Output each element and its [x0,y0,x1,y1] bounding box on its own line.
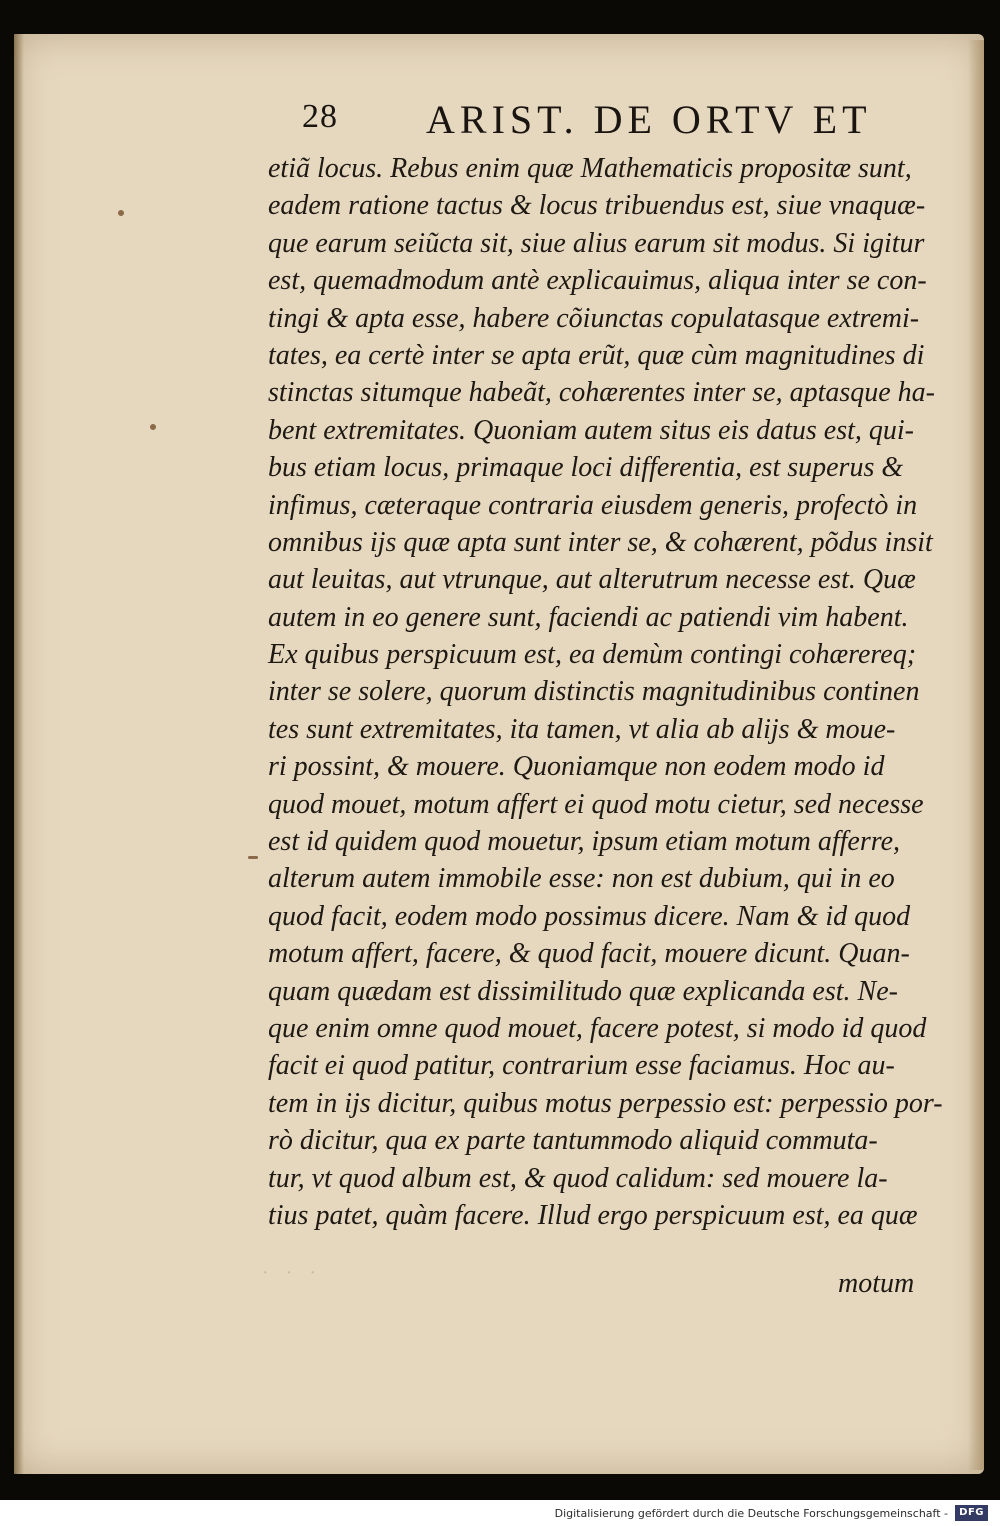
running-head [300,96,880,152]
margin-stain [118,210,124,216]
running-title: ARIST. DE ORTV ET [426,97,872,142]
show-through-mark: · · · [262,1262,322,1284]
text-line: tes sunt extremitates, ita tamen, vt alia ab alijs & moue- [268,713,896,745]
page-edge [968,40,984,1470]
text-line: alterum autem immobile esse: non est dubium, qui in eo [268,863,895,895]
page-gutter-shadow [14,34,24,1474]
text-line: omnibus ijs quæ apta sunt inter se, & cohærent, põdus insit [268,526,933,558]
text-line: inter se solere, quorum distinctis magnitudinibus continen [268,676,920,708]
text-line: eadem ratione tactus & locus tribuendus est, siue vnaquæ- [268,190,926,222]
text-line: tem in ijs dicitur, quibus motus perpessio est: perpessio por- [268,1087,943,1119]
text-line: rò dicitur, qua ex parte tantummodo aliquid commuta- [268,1125,878,1157]
text-line: tur, vt quod album est, & quod calidum: sed mouere la- [268,1162,888,1194]
text-line: autem in eo genere sunt, faciendi ac patiendi vim habent. [268,601,909,633]
text-line: quam quædam est dissimilitudo quæ explicanda est. Ne- [268,975,898,1007]
page-number: 28 [302,98,338,135]
text-line: tingi & apta esse, habere cõiunctas copulatasque extremi- [268,302,920,334]
text-line: aut leuitas, aut vtrunque, aut alterutrum necesse est. Quæ [268,564,916,596]
main-text [268,150,968,1234]
text-line: quod mouet, motum affert ei quod motu cietur, sed necesse [268,788,924,820]
text-line: motum affert, facere, & quod facit, mouere dicunt. Quan- [268,938,910,970]
text-line: est id quidem quod mouetur, ipsum etiam motum afferre, [268,826,901,858]
text-line: tius patet, quàm facere. Illud ergo perspicuum est, ea quæ [268,1199,918,1231]
text-line: stinctas situmque habeãt, cohærentes inter se, aptasque ha- [268,377,935,409]
text-line: est, quemadmodum antè explicauimus, aliqua inter se con- [268,265,927,297]
text-line: Ex quibus perspicuum est, ea demùm contingi cohærereq; [268,639,917,671]
margin-stain [248,856,258,859]
footer-bar [0,1500,1000,1526]
text-line: que enim omne quod mouet, facere potest, si modo id quod [268,1012,927,1044]
funding-credit: Digitalisierung gefördert durch die Deutsche Forschungsgemeinschaft - [554,1507,948,1520]
catchword: motum [838,1268,915,1299]
text-line: tates, ea certè inter se apta erũt, quæ cùm magnitudines di [268,339,925,371]
dfg-logo-icon: DFG [955,1505,988,1521]
text-line: facit ei quod patitur, contrarium esse faciamus. Hoc au- [268,1050,895,1082]
margin-stain [150,424,156,430]
text-line: bent extremitates. Quoniam autem situs eis datus est, qui- [268,414,914,446]
text-line: quod facit, eodem modo possimus dicere. Nam & id quod [268,900,911,932]
text-line: ri possint, & mouere. Quoniamque non eodem modo id [268,751,885,783]
text-line: que earum seiũcta sit, siue alius earum sit modus. Si igitur [268,227,925,259]
text-line: infimus, cæteraque contraria eiusdem generis, profectò in [268,489,918,521]
text-line: etiã locus. Rebus enim quæ Mathematicis propositæ sunt, [268,153,912,184]
text-line: bus etiam locus, primaque loci differentia, est superus & [268,452,904,484]
